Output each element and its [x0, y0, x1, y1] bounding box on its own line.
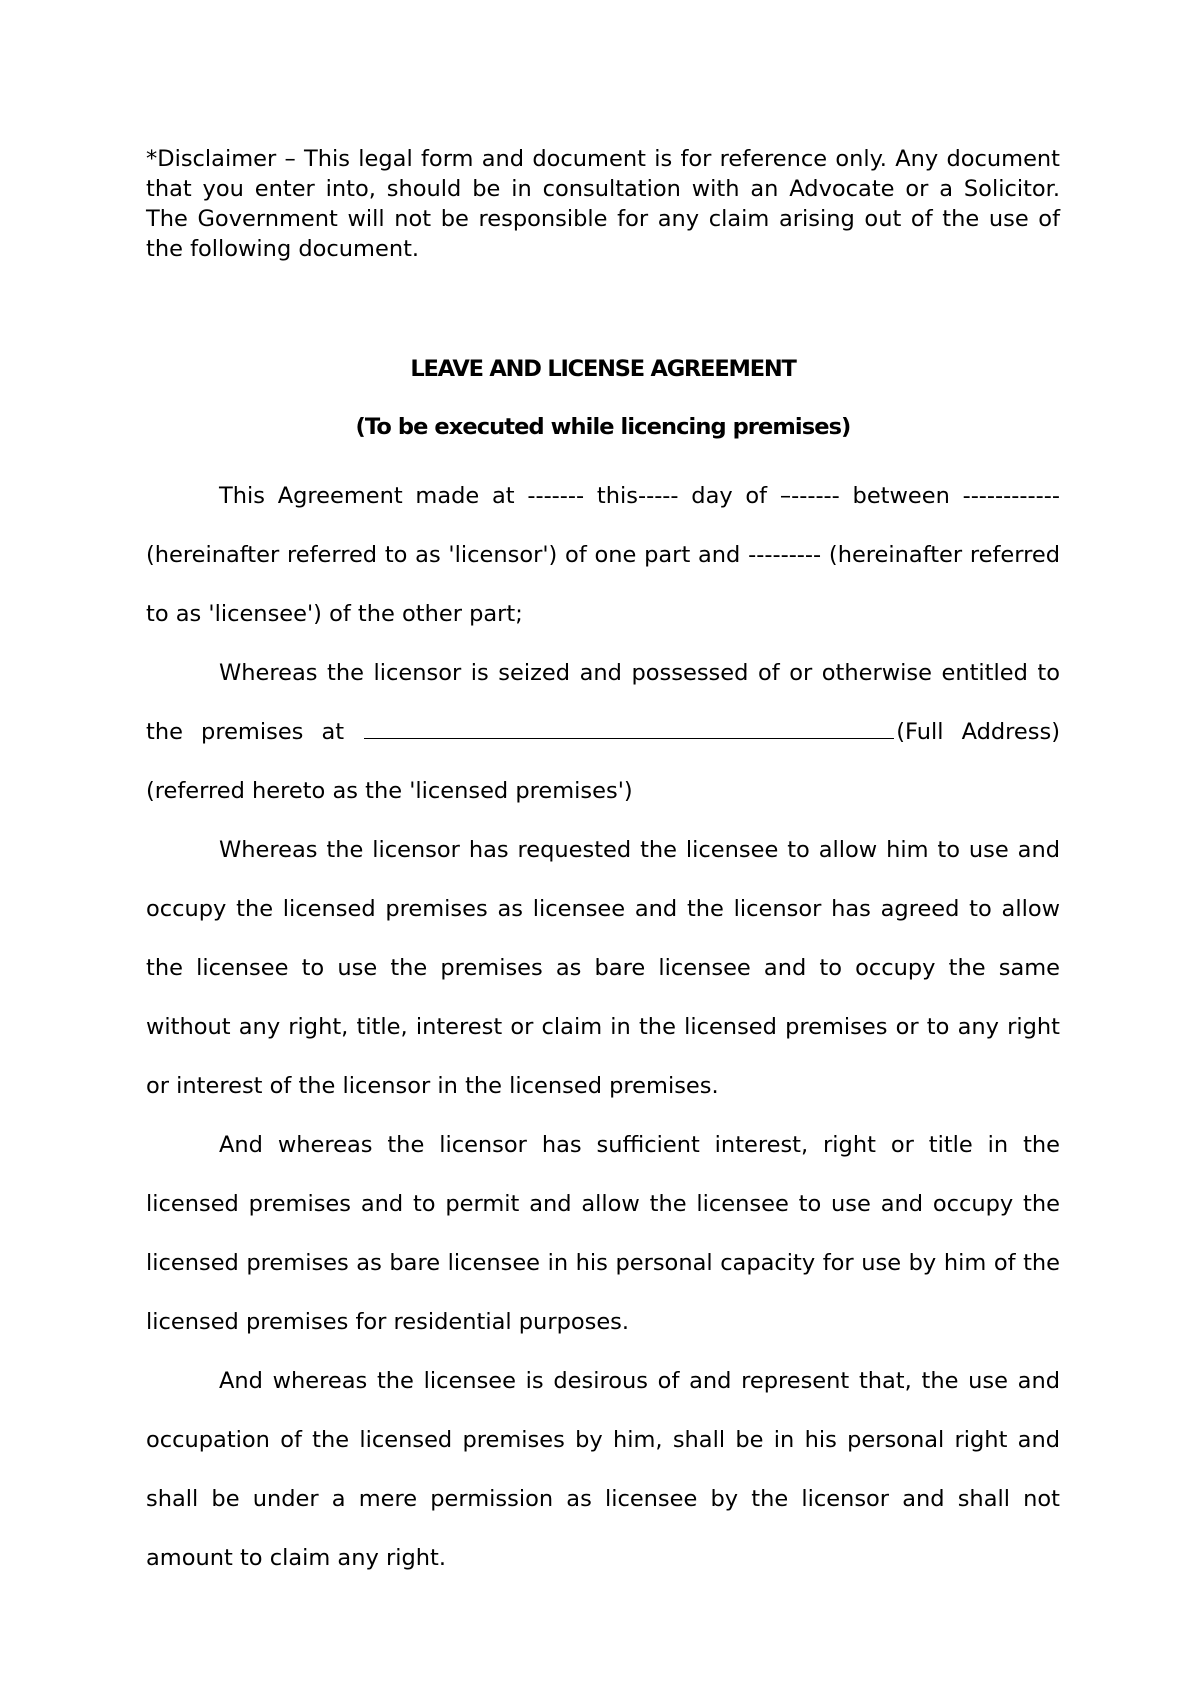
address-blank-line: [364, 718, 894, 739]
paragraph-permission: And whereas the licensee is desirous of and represent that, the use and occupation of the licensed premises by him, shall be in his personal right and shall be under a mere permission as licensee by the licensor and shall not amount to claim any right.: [146, 1368, 1060, 1571]
document-title: LEAVE AND LICENSE AGREEMENT: [410, 356, 796, 382]
paragraph-premises: [146, 644, 1060, 821]
agreement-body: [146, 467, 1060, 1588]
document-subtitle: (To be executed while licencing premises): [355, 414, 851, 440]
paragraph-interest: And whereas the licensor has sufficient interest, right or title in the licensed premises and to permit and allow the licensee to use and occupy the licensed premises as bare licensee in his personal capacity for use by him of the licensed premises for residential purposes.: [146, 1132, 1060, 1335]
paragraph-request: Whereas the licensor has requested the licensee to allow him to use and occupy the licensed premises as licensee and the licensor has agreed to allow the licensee to use the premises as bare licensee and to occupy the same without any right, title, interest or claim in the licensed premises or to any right or interest of the licensor in the licensed premises.: [146, 837, 1060, 1099]
premises-text-before: Whereas the licensor is seized and possessed of or otherwise entitled to the premises at: [146, 660, 1060, 745]
premises-text-after: (Full Address) (referred hereto as the 'licensed premises'): [146, 719, 1060, 804]
paragraph-parties: This Agreement made at ------- this----- day of –------ between ------------ (hereinafter referred to as 'licensor') of one part and --------- (hereinafter referred to as 'licensee') of the other part;: [146, 483, 1060, 627]
disclaimer-text: *Disclaimer – This legal form and document is for reference only. Any document that you enter into, should be in consultation with an Advocate or a Solicitor. The Government will not be responsible for any claim arising out of the use of the following document.: [146, 146, 1060, 262]
